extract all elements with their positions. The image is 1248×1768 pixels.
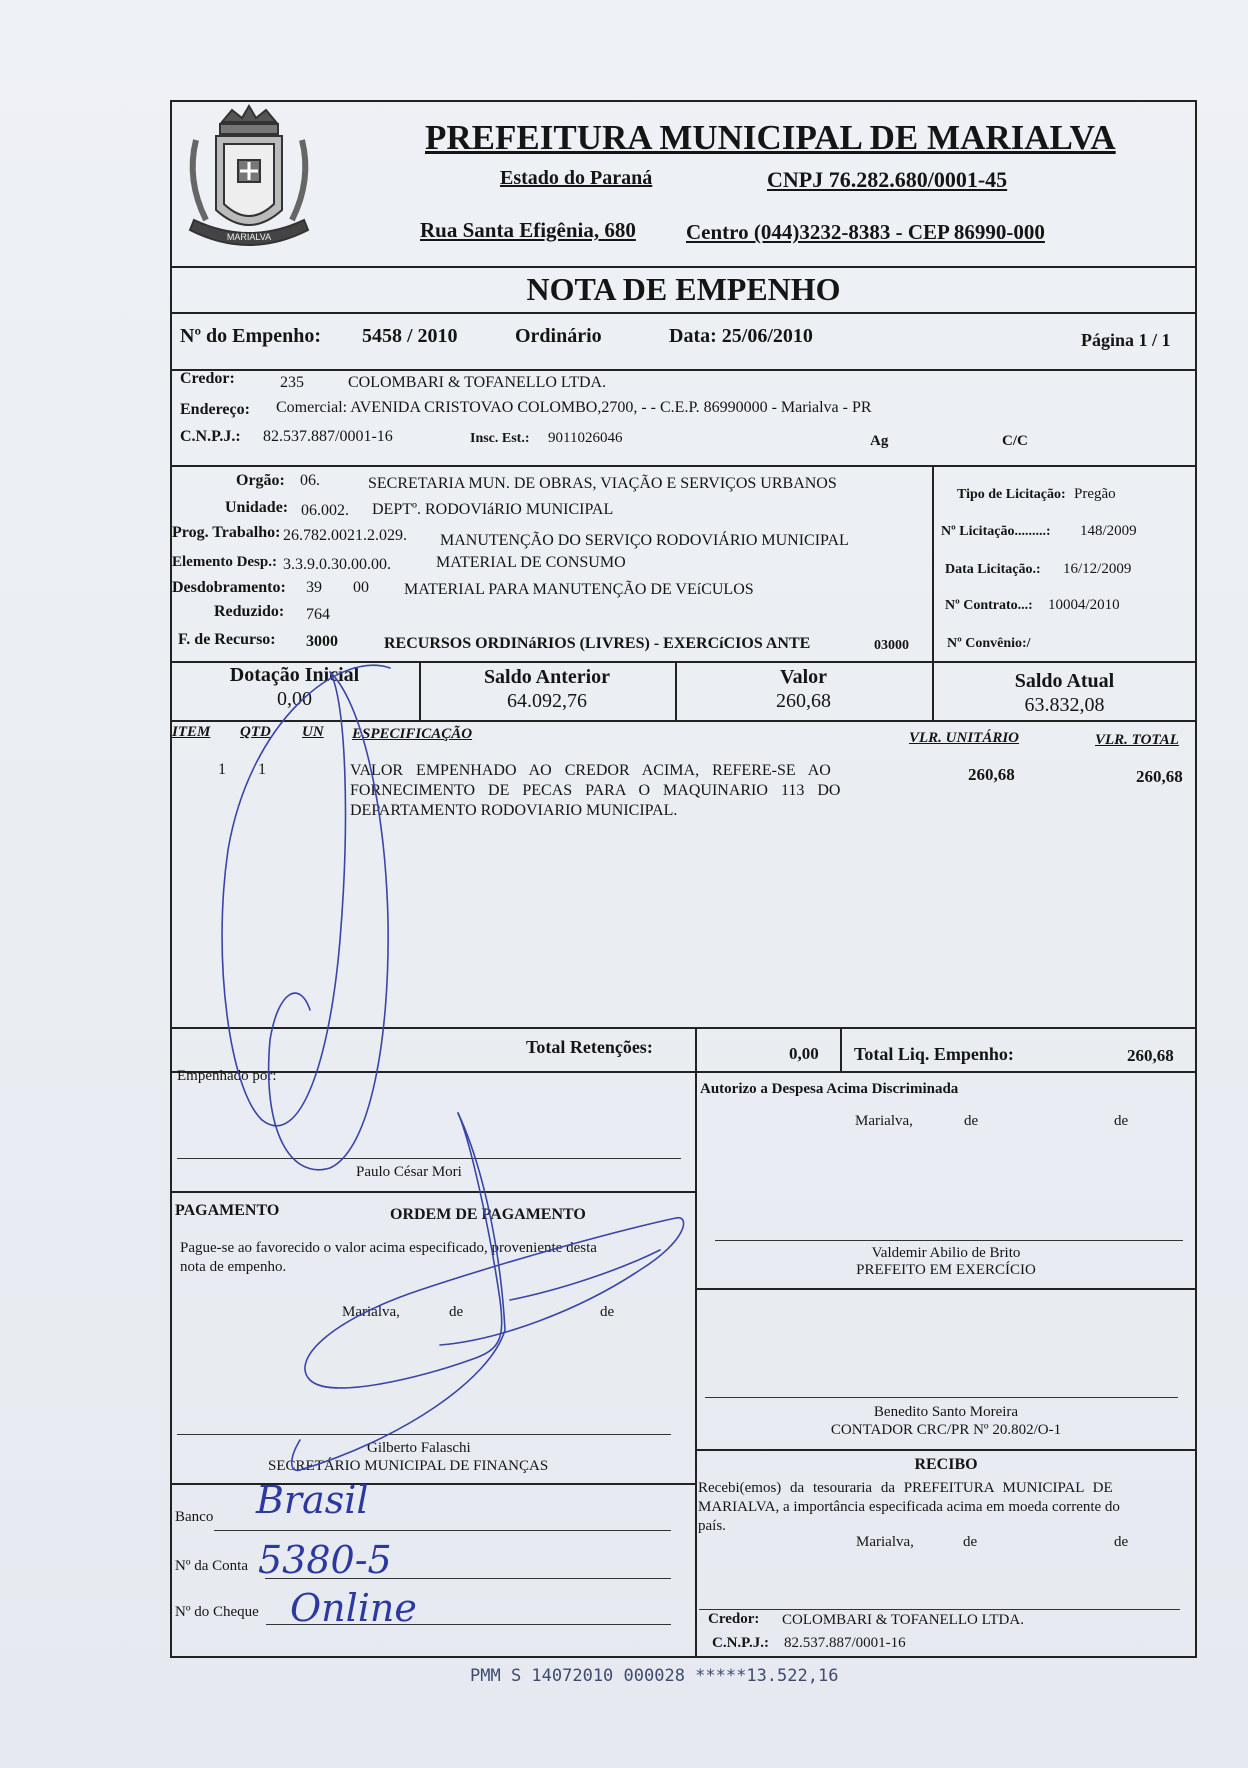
divider (170, 1191, 695, 1193)
desdobramento-label: Desdobramento: (172, 579, 286, 596)
signature-line (705, 1397, 1178, 1398)
col-un: UN (302, 724, 324, 740)
licitacao-date: 16/12/2009 (1063, 561, 1132, 577)
desdobramento-code: 39 (306, 579, 322, 596)
prog-name: MANUTENÇÃO DO SERVIÇO RODOVIÁRIO MUNICIPAL (440, 532, 849, 549)
divider (695, 1288, 1197, 1290)
page-number: Página 1 / 1 (1081, 330, 1171, 350)
recibo-de1: de (963, 1534, 978, 1550)
recibo-text: MARIALVA, a importância especificada acima em moeda corrente do (698, 1499, 1120, 1515)
item-desc-line: FORNECIMENTO DE PECAS PARA O MAQUINARIO 113 DO (350, 782, 841, 799)
liquido-value: 260,68 (1127, 1046, 1174, 1065)
coat-of-arms-text: MARIALVA (226, 232, 272, 242)
recibo-de2: de (1114, 1534, 1129, 1550)
signature-line (715, 1240, 1183, 1241)
pagamento-de1: de (449, 1304, 464, 1320)
item-number: 1 (218, 761, 226, 778)
recibo-text: Recebi(emos) da tesouraria da PREFEITURA MUNICIPAL DE (698, 1480, 1113, 1496)
cheque-label: Nº do Cheque (175, 1604, 259, 1620)
secretario-name: Gilberto Falaschi (367, 1440, 471, 1456)
recibo-title: RECIBO (914, 1456, 978, 1473)
state-label: Estado do Paraná (500, 167, 653, 189)
col-unit-value: VLR. UNITÁRIO (909, 730, 1020, 746)
pagamento-place: Marialva, (342, 1304, 400, 1320)
licitacao-number: 148/2009 (1080, 523, 1137, 539)
recibo-cnpj: 82.537.887/0001-16 (784, 1635, 906, 1651)
insc-value: 9011026046 (548, 430, 623, 446)
divider (170, 465, 1197, 467)
credor-code: 235 (280, 374, 304, 391)
convenio-label: Nº Convênio:/ (947, 636, 1031, 651)
banco-line (214, 1530, 671, 1531)
divider (695, 1027, 697, 1071)
valor-label: Valor (779, 666, 828, 688)
desdobramento-name: MATERIAL PARA MANUTENÇÃO DE VEíCULOS (404, 581, 754, 598)
fonte-code2: 03000 (874, 638, 909, 653)
elemento-name: MATERIAL DE CONSUMO (436, 554, 626, 571)
cnpj-field-label: C.N.P.J.: (180, 428, 241, 445)
orgao-name: SECRETARIA MUN. DE OBRAS, VIAÇÃO E SERVIÇOS URBANOS (368, 475, 837, 492)
pagamento-label: PAGAMENTO (175, 1202, 280, 1219)
fonte-label: F. de Recurso: (178, 631, 276, 648)
bank-stamp: PMM S 14072010 000028 *****13.522,16 (470, 1666, 839, 1686)
contrato-label: Nº Contrato...: (945, 598, 1033, 613)
prog-label: Prog. Trabalho: (172, 524, 281, 541)
autorizo-de2: de (1114, 1113, 1129, 1129)
orgao-code: 06. (300, 472, 320, 489)
divider (170, 312, 1197, 314)
divider (170, 720, 1197, 722)
empenho-date: Data: 25/06/2010 (669, 325, 813, 347)
divider (170, 661, 1197, 663)
insc-label: Insc. Est.: (470, 431, 530, 446)
ordem-pagamento-label: ORDEM DE PAGAMENTO (390, 1206, 586, 1223)
autorizo-label: Autorizo a Despesa Acima Discriminada (700, 1081, 959, 1097)
ag-label: Ag (870, 433, 889, 449)
col-item: ITEM (172, 724, 211, 740)
credor-name: COLOMBARI & TOFANELLO LTDA. (348, 374, 607, 391)
orgao-label: Orgão: (236, 472, 285, 489)
recibo-text: país. (698, 1518, 726, 1534)
autorizo-de1: de (964, 1113, 979, 1129)
valor-value: 260,68 (776, 690, 831, 712)
saldo-anterior-label: Saldo Anterior (483, 666, 611, 688)
cc-label: C/C (1002, 433, 1028, 449)
saldo-atual-label: Saldo Atual (1014, 670, 1115, 692)
prefeito-role: PREFEITO EM EXERCÍCIO (856, 1262, 1036, 1278)
item-desc-line: VALOR EMPENHADO AO CREDOR ACIMA, REFERE-SE AO (350, 762, 831, 779)
item-unit-value: 260,68 (968, 765, 1015, 784)
divider (695, 1449, 1197, 1451)
unidade-label: Unidade: (225, 499, 289, 516)
recibo-credor: COLOMBARI & TOFANELLO LTDA. (782, 1612, 1024, 1628)
item-desc-line: DEPARTAMENTO RODOVIARIO MUNICIPAL. (350, 802, 678, 819)
saldo-anterior-value: 64.092,76 (507, 690, 587, 712)
reduzido-label: Reduzido: (214, 603, 285, 620)
pagamento-de2: de (600, 1304, 615, 1320)
divider (840, 1027, 842, 1071)
conta-handwritten: 5380-5 (258, 1538, 392, 1582)
cheque-handwritten: Online (290, 1586, 417, 1630)
pagamento-text: nota de empenho. (180, 1259, 287, 1275)
page-title: PREFEITURA MUNICIPAL DE MARIALVA (425, 118, 1116, 157)
empenhado-name: Paulo César Mori (356, 1164, 462, 1180)
col-especificacao: ESPECIFICAÇÃO (352, 726, 473, 742)
item-total-value: 260,68 (1136, 767, 1183, 786)
conta-label: Nº da Conta (175, 1558, 248, 1574)
divider (932, 465, 934, 661)
divider (170, 1027, 1197, 1029)
dotacao-value: 0,00 (277, 688, 312, 710)
fonte-name: RECURSOS ORDINáRIOS (LIVRES) - EXERCíCIOS ANTE (384, 635, 811, 652)
pagamento-text: Pague-se ao favorecido o valor acima especificado, proveniente desta (180, 1240, 597, 1256)
elemento-label: Elemento Desp.: (172, 554, 277, 570)
signature-line (177, 1158, 681, 1159)
contador-name: Benedito Santo Moreira (873, 1404, 1019, 1420)
recibo-credor-label: Credor: (708, 1611, 760, 1627)
licitacao-type: Pregão (1074, 486, 1116, 502)
signature-line (699, 1609, 1180, 1610)
credor-address: Comercial: AVENIDA CRISTOVAO COLOMBO,2700, - - C.E.P. 86990000 - Marialva - PR (276, 399, 872, 416)
address-label: Rua Santa Efigênia, 680 (420, 218, 636, 242)
licitacao-date-label: Data Licitação.: (945, 562, 1041, 577)
recibo-place: Marialva, (856, 1534, 914, 1550)
item-qty: 1 (258, 761, 266, 778)
autorizo-place: Marialva, (855, 1113, 913, 1129)
col-total-value: VLR. TOTAL (1095, 732, 1179, 748)
empenho-label: Nº do Empenho: (180, 325, 322, 347)
retencoes-label: Total Retenções: (526, 1037, 653, 1057)
col-qtd: QTD (240, 724, 271, 740)
retencoes-value: 0,00 (789, 1044, 819, 1063)
fonte-code: 3000 (306, 633, 338, 650)
elemento-code: 3.3.9.0.30.00.00. (283, 556, 391, 573)
contact-label: Centro (044)3232-8383 - CEP 86990-000 (686, 220, 1045, 244)
empenho-type: Ordinário (515, 325, 602, 347)
licitacao-number-label: Nº Licitação.........: (941, 524, 1051, 539)
banco-label: Banco (175, 1509, 214, 1525)
contrato-value: 10004/2010 (1048, 597, 1120, 613)
divider (695, 1071, 697, 1658)
contador-role: CONTADOR CRC/PR Nº 20.802/O-1 (830, 1422, 1062, 1438)
unidade-code: 06.002. (301, 502, 349, 519)
coat-of-arms-icon (176, 100, 322, 260)
banco-handwritten: Brasil (256, 1478, 369, 1522)
desdobramento-sub: 00 (353, 579, 369, 596)
secretario-role: SECRETÁRIO MUNICIPAL DE FINANÇAS (268, 1458, 549, 1474)
empenho-number: 5458 / 2010 (362, 325, 458, 347)
empenhado-label: Empenhado por: (177, 1068, 277, 1084)
divider (170, 1483, 695, 1485)
saldo-atual-value: 63.832,08 (1024, 694, 1105, 716)
licitacao-type-label: Tipo de Licitação: (957, 487, 1066, 502)
divider (170, 1071, 1197, 1073)
credor-cnpj: 82.537.887/0001-16 (263, 428, 393, 445)
liquido-label: Total Liq. Empenho: (854, 1044, 1014, 1064)
address-field-label: Endereço: (180, 401, 250, 418)
cnpj-label: CNPJ 76.282.680/0001-45 (767, 167, 1008, 192)
credor-label: Credor: (180, 370, 235, 387)
divider (170, 369, 1197, 371)
unidade-name: DEPTº. RODOVIáRIO MUNICIPAL (372, 501, 614, 518)
document-title: NOTA DE EMPENHO (526, 271, 841, 307)
prefeito-name: Valdemir Abilio de Brito (871, 1245, 1021, 1261)
dotacao-label: Dotação Inicial (229, 664, 360, 686)
reduzido-value: 764 (306, 606, 330, 623)
signature-line (177, 1434, 671, 1435)
prog-code: 26.782.0021.2.029. (283, 527, 407, 544)
recibo-cnpj-label: C.N.P.J.: (712, 1635, 769, 1651)
